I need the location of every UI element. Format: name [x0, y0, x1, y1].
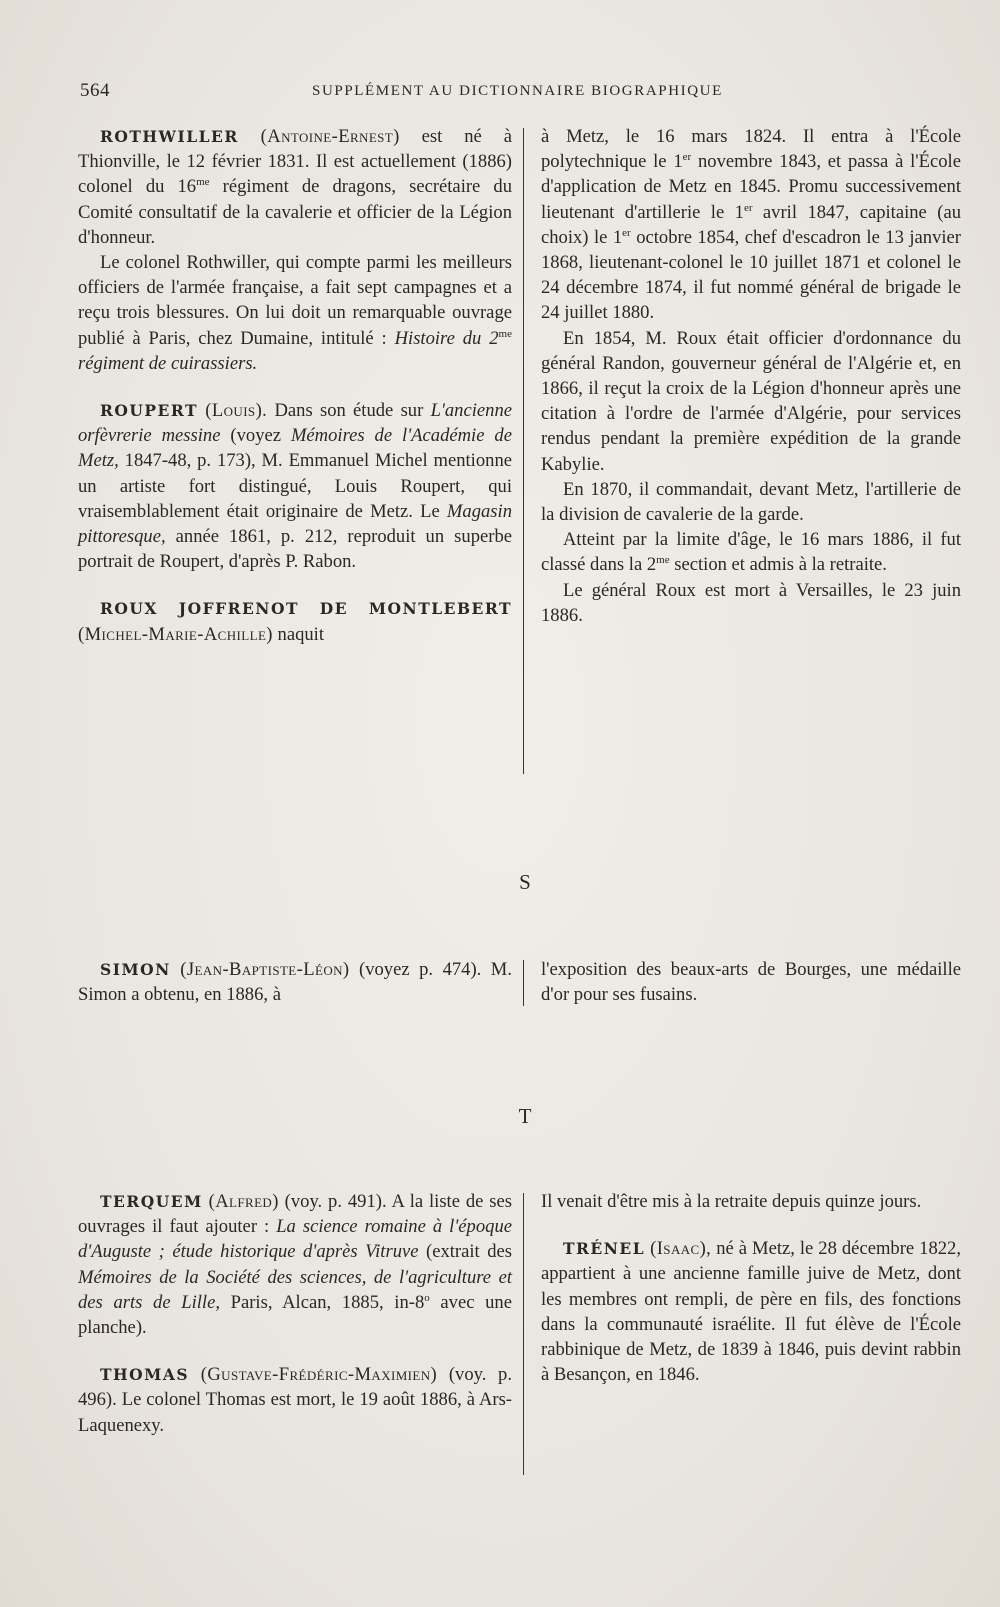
entry-text: Dans son étude sur	[267, 400, 431, 422]
entry-thomas	[78, 1362, 512, 1438]
entry-text: (voy. p. 496). Le colonel Thomas est mort, le 19 août 1886, à Ars-Laquenexy.	[78, 1364, 512, 1436]
entry-text: naquit	[272, 623, 324, 645]
entry-names: (Jean-Baptiste-Léon)	[180, 959, 350, 980]
entry-paragraph: En 1870, il commandait, devant Metz, l'artillerie de la division de cavalerie de la garde.	[541, 478, 961, 526]
entry-paragraph	[541, 124, 961, 326]
paragraph-text: Le colonel Rothwiller, qui compte parmi les meilleurs officiers de l'armée française, a fait sept campagnes et a reçu trois blessures. On lui doit un remarquable ouvrage publié à Paris, chez Dumaine, intitulé :	[78, 252, 512, 349]
work-title: Magasin pittoresque,	[78, 500, 512, 548]
entry-head: TERQUEM	[100, 1192, 203, 1211]
paragraph-text: novembre 1843, et passa à l'École d'application de Metz en 1845. Promu successivement lieutenant d'artillerie le 1	[541, 151, 961, 223]
superscript: er	[622, 226, 631, 239]
entry-text: régiment de dragons, secrétaire du Comité consultatif de la cavalerie et officier de la Légion d'honneur.	[78, 176, 512, 248]
entry-text: année 1861, p. 212, reproduit un superbe portrait de Roupert, d'après P. Rabon.	[78, 526, 512, 573]
entry-head: TRÉNEL	[563, 1239, 646, 1259]
page-header	[80, 80, 920, 106]
entry-text: 1847-48, p. 173), M. Emmanuel Michel mentionne un artiste fort distingué, Louis Roupert, qui vraisemblablement était originaire de Metz. Le	[78, 450, 512, 522]
work-title: La science romaine à l'époque d'Auguste ; étude historique d'après Vitruve	[78, 1216, 512, 1263]
section-s-left-column	[78, 957, 512, 1007]
entry-text: avec une planche).	[78, 1291, 512, 1339]
superscript: er	[743, 201, 753, 214]
paragraph-text: octobre 1854, chef d'escadron le 13 janvier 1868, lieutenant-colonel le 10 juillet 1871 et colonel le 24 décembre 1874, il fut nommé général de brigade le 24 juillet 1880.	[541, 226, 961, 324]
page-number: 564	[80, 80, 110, 101]
entry-simon	[78, 957, 512, 1007]
work-title: L'ancienne orfèvrerie messine	[78, 400, 512, 447]
entry-names: (Michel-Marie-Achille)	[78, 623, 273, 645]
section-letter-s: S	[519, 870, 531, 894]
entry-head: THOMAS	[100, 1365, 190, 1385]
entry-names: (Antoine-Ernest)	[260, 126, 400, 147]
column-rule	[523, 128, 524, 774]
entry-paragraph: Il venait d'être mis à la retraite depuis quinze jours.	[541, 1191, 922, 1212]
entry-paragraph	[78, 250, 512, 376]
entry-head: ROUPERT	[100, 401, 199, 421]
running-title: SUPPLÉMENT AU DICTIONNAIRE BIOGRAPHIQUE	[312, 83, 723, 99]
entry-terquem	[78, 1189, 512, 1340]
entry-names: (Alfred)	[208, 1191, 279, 1212]
book-title: régiment de cuirassiers.	[78, 352, 258, 374]
column-rule	[523, 1193, 524, 1475]
entry-paragraph: En 1854, M. Roux était officier d'ordonnance du général Randon, gouverneur général de l'Algérie et, en 1866, il reçut la croix de la Légion d'honneur après une citation à l'ordre de l'armée d'Algérie, pour services rendus pendant la première expédition de la grande Kabylie.	[541, 327, 961, 475]
paragraph-text: avril 1847, capitaine (au choix) le 1	[541, 201, 961, 248]
entry-roux	[78, 596, 512, 646]
section-letter-t: T	[518, 1104, 532, 1128]
entry-head: SIMON	[100, 960, 171, 979]
entry-text: est né à Thionville, le 12 février 1831. Il est actuellement (1886) colonel du 16	[78, 126, 512, 198]
entry-text: né à Metz, le 28 décembre 1822, appartient à une ancienne famille juive de Metz, dont les membres ont rempli, de père en fils, des fonctions dans la communauté israélite. Il fut élève de l'École rabbinique de Metz, de 1839 à 1846, puis devint rabbin à Besançon, en 1846.	[541, 1238, 961, 1386]
entry-names: (Isaac),	[650, 1238, 712, 1260]
entry-text: (extrait des	[418, 1241, 512, 1263]
entry-roupert	[78, 398, 512, 574]
entry-head: ROTHWILLER	[100, 127, 239, 146]
section-r-left-column	[78, 124, 512, 647]
entry-names: (Louis).	[205, 400, 268, 422]
entry-trenel	[541, 1236, 961, 1387]
entry-text: Paris, Alcan, 1885, in-8	[219, 1291, 425, 1313]
paragraph-text: section et admis à la retraite.	[669, 554, 887, 576]
section-s-right-column	[541, 957, 961, 1007]
book-title: Histoire du 2	[394, 327, 499, 349]
superscript: er	[682, 151, 692, 164]
superscript: me	[656, 554, 670, 567]
work-title: Mémoires de l'Académie de Metz,	[78, 425, 512, 472]
entry-head: ROUX JOFFRENOT DE MONTLEBERT	[100, 599, 512, 619]
section-r-right-column	[541, 124, 961, 628]
superscript: me	[498, 327, 512, 340]
entry-names: (Gustave-Frédéric-Maximien)	[200, 1364, 438, 1386]
entry-paragraph	[541, 527, 961, 577]
superscript: me	[196, 176, 210, 189]
paragraph-text: à Metz, le 16 mars 1824. Il entra à l'École polytechnique le 1	[541, 126, 961, 173]
paragraph-text: Atteint par la limite d'âge, le 16 mars 1886, il fut classé dans la 2	[541, 529, 961, 576]
section-t-right-column	[541, 1189, 961, 1387]
section-t-left-column	[78, 1189, 512, 1438]
entry-rothwiller	[78, 124, 512, 250]
entry-text: (voy. p. 491). A la liste de ses ouvrages il faut ajouter :	[78, 1191, 512, 1238]
work-title: Mémoires de la Société des sciences, de l'agriculture et des arts de Lille,	[78, 1266, 512, 1313]
entry-paragraph: Le général Roux est mort à Versailles, le 23 juin 1886.	[541, 579, 961, 626]
entry-paragraph: l'exposition des beaux-arts de Bourges, une médaille d'or pour ses fusains.	[541, 959, 961, 1006]
entry-text: (voyez	[220, 425, 291, 447]
column-rule	[523, 960, 524, 1006]
entry-text: (voyez p. 474). M. Simon a obtenu, en 1886, à	[78, 959, 512, 1006]
superscript: o	[424, 1291, 430, 1304]
